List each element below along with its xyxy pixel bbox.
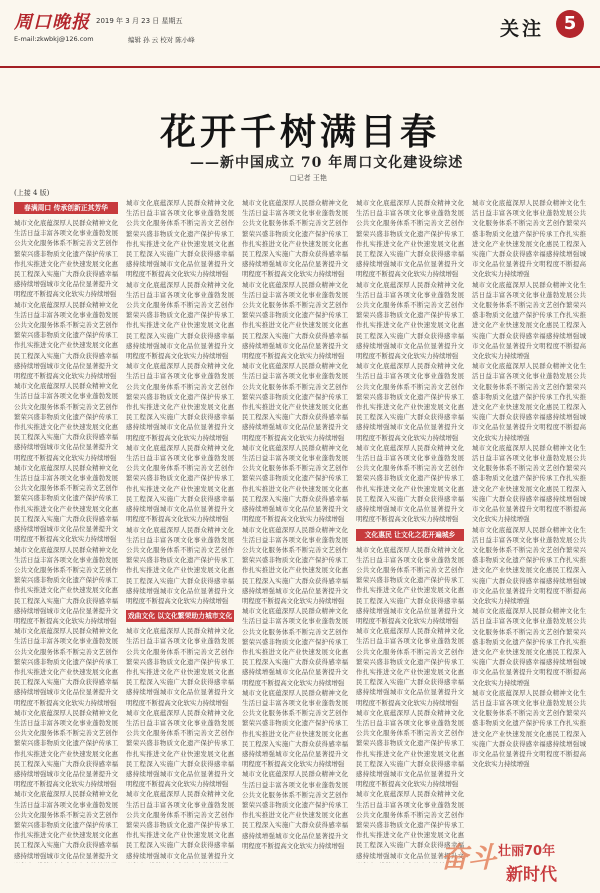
body-text — [126, 361, 234, 443]
article-column-5 — [472, 198, 586, 834]
body-text — [472, 361, 586, 443]
article-column-1 — [14, 198, 118, 863]
body-text — [126, 789, 234, 863]
body-text — [356, 443, 464, 525]
body-text — [14, 626, 118, 708]
body-text — [242, 525, 348, 607]
body-text — [242, 361, 348, 443]
body-text — [242, 280, 348, 362]
editor-credits: 编辑 孙 云 校对 陈小峰 — [128, 36, 195, 44]
body-text — [472, 688, 586, 770]
body-text — [472, 280, 586, 362]
body-text — [472, 198, 586, 280]
section-head: 戏曲文化 以文化繁荣助力城市文化 — [127, 612, 233, 621]
body-text — [14, 463, 118, 545]
body-text — [126, 280, 234, 362]
body-text — [14, 218, 118, 300]
body-text — [472, 443, 586, 525]
body-text — [126, 708, 234, 790]
body-text — [356, 708, 464, 790]
section-head: 春满周口 传承创新正其芳华 — [14, 202, 118, 214]
brush-calligraphy: 奋斗 — [440, 841, 497, 874]
body-text — [356, 280, 464, 362]
anniversary-ornament — [440, 840, 586, 884]
body-text — [126, 626, 234, 708]
ornament-line-1: 壮丽70年 — [498, 844, 556, 859]
body-text — [126, 525, 234, 607]
body-text — [126, 198, 234, 280]
body-text — [126, 443, 234, 525]
issue-date: 2019 年 3 月 23 日 星期五 — [96, 17, 183, 25]
body-text — [242, 443, 348, 525]
body-text — [472, 525, 586, 607]
reporter-byline: □记者 王艳 — [290, 174, 327, 182]
article-column-3 — [242, 198, 348, 863]
body-text — [242, 606, 348, 688]
article-column-4 — [356, 198, 464, 863]
masthead — [0, 0, 600, 68]
body-text — [14, 708, 118, 790]
article-title: 花开千树满目春 — [159, 111, 440, 153]
contact-email: E-mail:zkwbkj@126.com — [14, 35, 94, 43]
article-subtitle: ——新中国成立 70 年周口文化建设综述 — [190, 155, 464, 171]
section-head: 文化惠民 让文化之花开遍城乡 — [356, 529, 464, 541]
section-name: 关注 — [500, 18, 545, 40]
body-text — [356, 545, 464, 627]
continued-marker: (上接 4 版) — [14, 189, 50, 197]
body-text — [14, 300, 118, 382]
body-text — [356, 198, 464, 280]
body-text — [356, 626, 464, 708]
newspaper-logo: 周口晚报 — [14, 12, 90, 33]
body-text — [14, 381, 118, 463]
body-text — [242, 198, 348, 280]
article-column-2 — [126, 198, 234, 863]
body-text — [14, 789, 118, 863]
body-text — [472, 606, 586, 688]
body-text — [356, 361, 464, 443]
ornament-line-2: 新时代 — [506, 865, 557, 885]
body-text — [242, 688, 348, 770]
body-text — [242, 769, 348, 851]
page-number-badge: 5 — [556, 10, 584, 38]
body-text — [14, 545, 118, 627]
